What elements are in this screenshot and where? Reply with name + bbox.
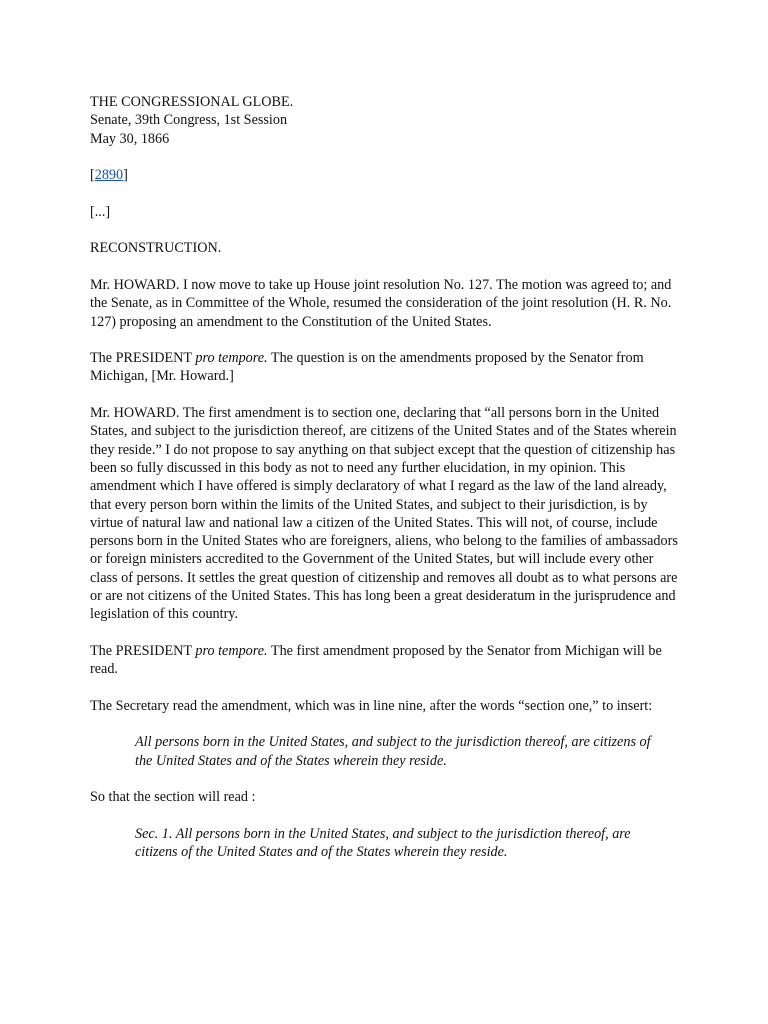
section-one-quote: Sec. 1. All persons born in the United States, and subject to the jurisdiction thereof, are citizens of the United States and of the States wherein they reside. — [135, 825, 631, 861]
document-page — [90, 93, 680, 861]
paragraph-president-question — [90, 349, 680, 386]
speech-text: The first amendment proposed by the Senator from Michigan will be read. — [90, 642, 662, 678]
paragraph-secretary-read: The Secretary read the amendment, which was in line nine, after the words “section one,” to insert: — [90, 697, 653, 714]
paragraph-howard-motion: Mr. HOWARD. I now move to take up House joint resolution No. 127. The motion was agreed to; and the Senate, as in Committee of the Whole, resumed the consideration of the joint resolution (H. R. No. 127) proposing an amendment to the Constitution of the United States. — [90, 276, 672, 330]
speaker-label: The PRESIDENT — [90, 642, 196, 659]
page-reference — [90, 166, 680, 184]
amendment-quote: All persons born in the United States, and subject to the jurisdiction thereof, are citizens of the United States and of the States wherein they reside. — [135, 734, 651, 769]
paragraph-howard-speech: Mr. HOWARD. The first amendment is to section one, declaring that “all persons born in the United States, and subject to the jurisdiction thereof, are citizens of the United States and of the States wherein they reside.” I do not propose to say anything on that subject except that the question of citizenship has been so fully discussed in this body as not to need any further elucidation, in my opinion. This amendment which I have offered is simply declaratory of what I regard as the law of the land already, that every person born within the limits of the United States, and subject to their jurisdiction, is by virtue of natural law and national law a citizen of the United States. This will not, of course, include persons born in the United States who are foreigners, aliens, who belong to the families of ambassadors or foreign ministers accredited to the Government of the United States, but will include every other class of persons. It settles the great question of citizenship and removes all doubt as to what persons are or are not citizens of the United States. This has long been a great desideratum in the jurisprudence and legislation of this country. — [90, 405, 678, 623]
speaker-label: The PRESIDENT — [90, 350, 196, 367]
page-number-link[interactable]: 2890 — [94, 167, 124, 184]
session-line: Senate, 39th Congress, 1st Session — [90, 112, 288, 129]
speaker-title: pro tempore. — [195, 350, 268, 367]
ellipsis-marker: [...] — [90, 203, 111, 220]
date-line: May 30, 1866 — [90, 130, 170, 147]
speech-text: The question is on the amendments proposed by the Senator from Michigan, [Mr. Howard.] — [90, 350, 644, 385]
page-ref-open: [ — [90, 167, 95, 184]
speaker-title: pro tempore. — [195, 642, 268, 659]
paragraph-section-will-read: So that the section will read : — [90, 789, 256, 806]
paragraph-president-read — [90, 642, 680, 679]
section-title: RECONSTRUCTION. — [90, 240, 222, 257]
page-ref-close: ] — [123, 167, 128, 184]
publication-title: THE CONGRESSIONAL GLOBE. — [90, 94, 294, 110]
